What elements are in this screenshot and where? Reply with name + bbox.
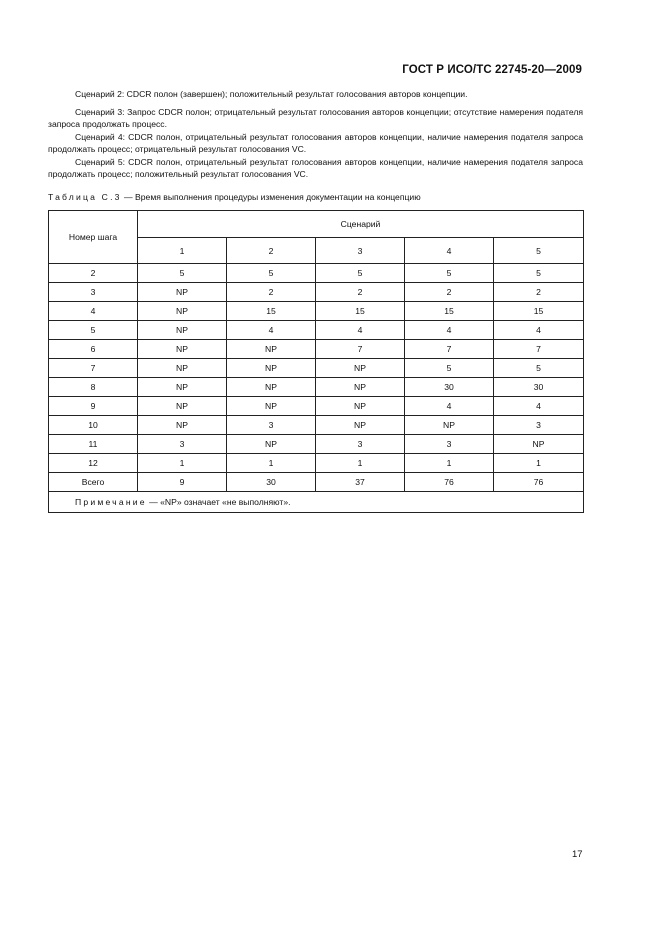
document-code-header: ГОСТ Р ИСО/ТС 22745-20—2009 xyxy=(402,64,582,76)
table-row xyxy=(49,454,584,473)
table-row xyxy=(49,397,584,416)
cell-step: 4 xyxy=(49,302,138,321)
cell-step: 6 xyxy=(49,340,138,359)
header-scenario-3: 3 xyxy=(316,238,405,264)
cell-step: 9 xyxy=(49,397,138,416)
cell-value: 3 xyxy=(405,435,494,454)
cell-value: 4 xyxy=(494,321,584,340)
cell-value: 15 xyxy=(405,302,494,321)
cell-value: 3 xyxy=(494,416,584,435)
cell-value: NP xyxy=(138,416,227,435)
cell-value: 15 xyxy=(494,302,584,321)
cell-value: 4 xyxy=(405,321,494,340)
header-scenario: Сценарий xyxy=(138,211,584,238)
cell-value: 4 xyxy=(494,397,584,416)
cell-value: NP xyxy=(227,435,316,454)
table-row xyxy=(49,359,584,378)
table-caption xyxy=(48,192,421,202)
cell-value: 5 xyxy=(494,264,584,283)
header-step-number: Номер шага xyxy=(49,211,138,264)
cell-value: 76 xyxy=(494,473,584,492)
cell-value: 7 xyxy=(494,340,584,359)
note-text: — «NP» означает «не выполняют». xyxy=(146,497,291,507)
cell-value: 2 xyxy=(405,283,494,302)
cell-value: 5 xyxy=(405,264,494,283)
table-row xyxy=(49,378,584,397)
cell-value: 3 xyxy=(316,435,405,454)
paragraph-scenario-5: Сценарий 5: CDCR полон, отрицательный результат голосования авторов концепции, наличие намерения подателя запроса продолжать процесс; положительный результат голосования VC. xyxy=(48,157,583,180)
header-scenario-2: 2 xyxy=(227,238,316,264)
cell-value: 5 xyxy=(494,359,584,378)
table-note xyxy=(49,492,584,513)
cell-value: NP xyxy=(138,321,227,340)
cell-value: 5 xyxy=(138,264,227,283)
table-row xyxy=(49,416,584,435)
cell-value: 2 xyxy=(316,283,405,302)
cell-value: NP xyxy=(138,359,227,378)
cell-value: 37 xyxy=(316,473,405,492)
table-row xyxy=(49,283,584,302)
cell-value: NP xyxy=(227,340,316,359)
cell-value: 5 xyxy=(405,359,494,378)
cell-value: NP xyxy=(227,378,316,397)
cell-value: NP xyxy=(227,359,316,378)
cell-value: NP xyxy=(227,397,316,416)
cell-step: 10 xyxy=(49,416,138,435)
cell-step: 12 xyxy=(49,454,138,473)
cell-value: 30 xyxy=(494,378,584,397)
cell-value: NP xyxy=(316,359,405,378)
cell-value: 30 xyxy=(405,378,494,397)
cell-value: 15 xyxy=(316,302,405,321)
table-row xyxy=(49,321,584,340)
header-scenario-4: 4 xyxy=(405,238,494,264)
cell-value: 9 xyxy=(138,473,227,492)
table-row xyxy=(49,264,584,283)
cell-value: 1 xyxy=(138,454,227,473)
cell-value: 7 xyxy=(405,340,494,359)
cell-value: 1 xyxy=(405,454,494,473)
cell-value: 4 xyxy=(405,397,494,416)
scenario-time-table xyxy=(48,210,584,513)
table-row xyxy=(49,340,584,359)
cell-value: 5 xyxy=(227,264,316,283)
cell-value: NP xyxy=(138,397,227,416)
note-label: Примечание xyxy=(75,497,147,507)
cell-value: NP xyxy=(405,416,494,435)
cell-value: 2 xyxy=(494,283,584,302)
cell-value: NP xyxy=(138,340,227,359)
cell-value: NP xyxy=(138,283,227,302)
paragraph-scenario-3: Сценарий 3: Запрос CDCR полон; отрицательный результат голосования авторов концепции; отсутствие намерения подателя запроса продолжать процесс. xyxy=(48,107,583,130)
cell-value: 2 xyxy=(227,283,316,302)
header-scenario-5: 5 xyxy=(494,238,584,264)
header-scenario-1: 1 xyxy=(138,238,227,264)
cell-value: 3 xyxy=(138,435,227,454)
cell-value: 1 xyxy=(316,454,405,473)
cell-value: 15 xyxy=(227,302,316,321)
table-note-row xyxy=(49,492,584,513)
cell-value: NP xyxy=(138,378,227,397)
cell-value: 5 xyxy=(316,264,405,283)
cell-value: NP xyxy=(316,378,405,397)
table-caption-text: — Время выполнения процедуры изменения документации на концепцию xyxy=(121,192,421,202)
cell-value: 3 xyxy=(227,416,316,435)
table-row xyxy=(49,302,584,321)
cell-value: NP xyxy=(316,416,405,435)
table-caption-prefix: Таблица С.3 xyxy=(48,192,122,202)
cell-step: 8 xyxy=(49,378,138,397)
cell-value: 4 xyxy=(227,321,316,340)
cell-value: NP xyxy=(316,397,405,416)
table-row-total xyxy=(49,473,584,492)
cell-value: 7 xyxy=(316,340,405,359)
cell-value: NP xyxy=(138,302,227,321)
cell-step: 7 xyxy=(49,359,138,378)
page-number: 17 xyxy=(572,849,583,860)
cell-step: 2 xyxy=(49,264,138,283)
cell-step: 11 xyxy=(49,435,138,454)
cell-step: 5 xyxy=(49,321,138,340)
paragraph-scenario-2: Сценарий 2: CDCR полон (завершен); положительный результат голосования авторов концепции. xyxy=(75,89,468,99)
cell-step: Всего xyxy=(49,473,138,492)
cell-value: 4 xyxy=(316,321,405,340)
table-row xyxy=(49,435,584,454)
cell-value: 30 xyxy=(227,473,316,492)
cell-value: 1 xyxy=(227,454,316,473)
paragraph-scenario-4: Сценарий 4: CDCR полон, отрицательный результат голосования авторов концепции, наличие намерения подателя запроса продолжать процесс; отрицательный результат голосования VC. xyxy=(48,132,583,155)
cell-value: NP xyxy=(494,435,584,454)
cell-value: 76 xyxy=(405,473,494,492)
cell-value: 1 xyxy=(494,454,584,473)
cell-step: 3 xyxy=(49,283,138,302)
